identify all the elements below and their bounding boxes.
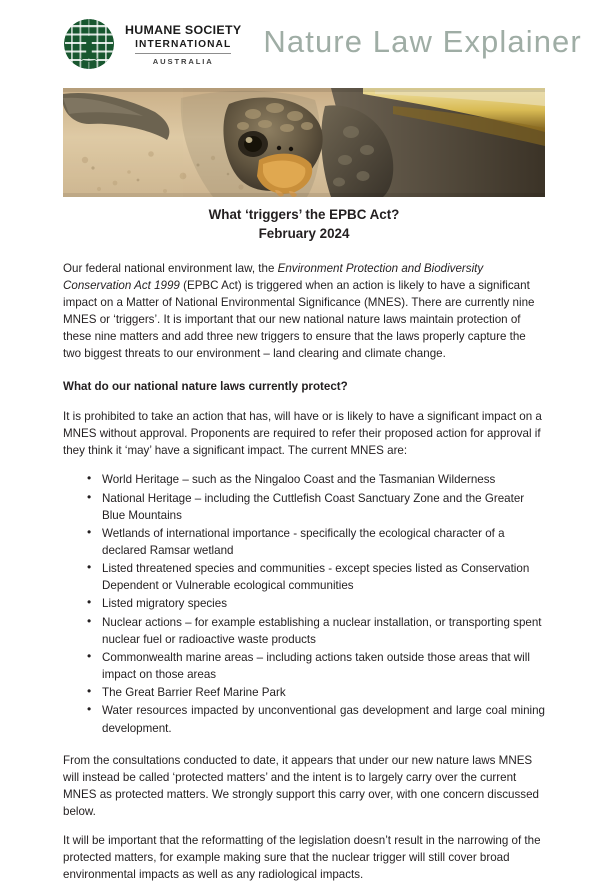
list-item: • Water resources impacted by unconventional gas development and large coal mining development. [63,702,545,736]
document-body [63,205,545,895]
masthead-title: Nature Law Explainer [263,24,582,59]
document-title-line-2: February 2024 [258,226,350,242]
list-item: • Nuclear actions – for example establishing a nuclear installation, or transporting spent nuclear fuel or radioactive waste products [63,614,545,648]
hsi-animals-circle-logo-icon [63,18,115,70]
list-item: • Listed threatened species and communities - except species listed as Conservation Dependent or Vulnerable ecological communities [63,560,545,594]
act-name-italic: Environment Protection and Biodiversity Conservation Act 1999 [63,261,484,292]
intro-part-2: (EPBC Act) is triggered when an action is likely to have a significant impact on a Matter of National Environmental Significance (MNES). There are currently nine MNES or ‘triggers’. It is important that our new national nature laws maintain protection of these nine matters and add three new triggers to ensure that the laws properly capture the two biggest threats to our environment – land clearing and climate change. [63,278,535,361]
list-item: • National Heritage – including the Cuttlefish Coast Sanctuary Zone and the Greater Blue Mountains [63,490,545,524]
document-title-line-1: What ‘triggers’ the EPBC Act? [208,207,400,222]
document-title [63,205,545,244]
section-heading: What do our national nature laws currently protect? [63,380,348,394]
brand-line-humane-society: HUMANE SOCIETY [125,22,242,37]
section-paragraph: It is prohibited to take an action that has, will have or is likely to have a significant impact on a MNES without approval. Proponents are required to refer their proposed action for approval if they think it ‘may’ have a significant impact. The current MNES are: [63,410,542,458]
closing-paragraph-2: It will be important that the reformatting of the legislation doesn’t result in the narrowing of the protected matters, for example making sure that the nuclear trigger will still cover broad environmental impacts as well as any radiological impacts. [63,833,541,881]
list-item: • Wetlands of international importance - specifically the ecological character of a declared Ramsar wetland [63,525,545,559]
banner-photo-turtle [63,88,545,197]
brand-wordmark [125,22,241,66]
closing-paragraph-1: From the consultations conducted to date, it appears that under our new nature laws MNES will instead be called ‘protected matters’ and the intent is to largely carry over the current MNES as protected matters. We strongly support this carry over, with one concern discussed below. [63,753,539,818]
intro-paragraph [63,260,545,362]
list-item: • The Great Barrier Reef Marine Park [63,684,545,701]
list-item: • Commonwealth marine areas – including actions taken outside those areas that will impact on those areas [63,649,545,683]
document-header [0,0,608,80]
mnes-list [63,471,545,736]
list-item: • Listed migratory species [63,595,545,612]
list-item: • World Heritage – such as the Ningaloo Coast and the Tasmanian Wilderness [63,471,545,488]
intro-part-1: Our federal national environment law, the [63,261,278,275]
brand-line-australia: AUSTRALIA [152,57,214,66]
brand-line-international: INTERNATIONAL [135,39,231,54]
